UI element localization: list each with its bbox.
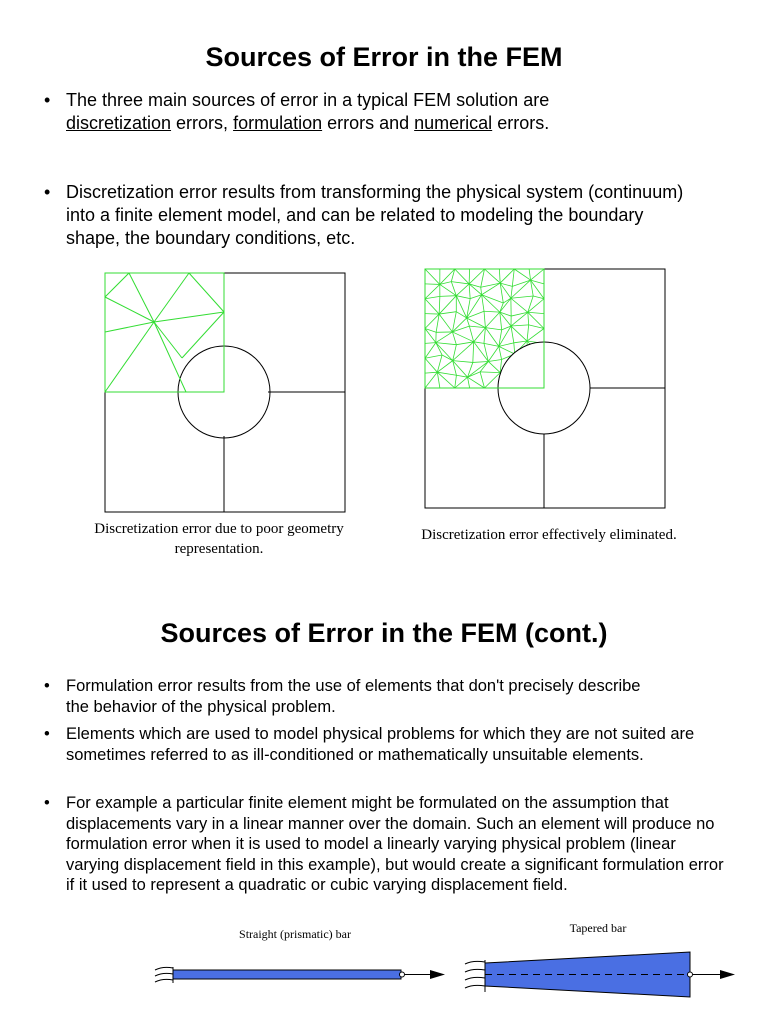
mesh-edge [473, 361, 488, 362]
mesh-edge [484, 311, 485, 327]
bullet-error-sources [44, 89, 724, 135]
mesh-edge [474, 342, 484, 344]
mesh-edge [488, 346, 499, 361]
mesh-edge [439, 312, 456, 314]
mesh-edge [425, 358, 437, 372]
tapered-bar-node [688, 972, 693, 977]
mesh-edge [425, 284, 440, 285]
mesh-edge [453, 361, 473, 363]
caption-fine-mesh: Discretization error effectively eliminated. [421, 527, 677, 543]
mesh-edge [455, 269, 469, 284]
mesh-edge [499, 346, 515, 354]
mesh-edge [529, 269, 530, 280]
mesh-edge [469, 269, 470, 284]
mesh-edge [436, 332, 453, 343]
mesh-edge [488, 360, 501, 362]
mesh-edge [488, 361, 500, 372]
mesh-edge [511, 286, 512, 298]
mesh-edge [528, 312, 544, 313]
mesh-edge [512, 280, 530, 286]
mesh-edge [436, 343, 457, 345]
mesh-edge [485, 312, 499, 328]
bullet-dot: • [44, 90, 51, 110]
bullet-text: Elements which are used to model physical problems for which they are not suited are sometimes referred to as ill-conditioned or mathematically unsuitable elements. [66, 725, 695, 764]
page-title: Sources of Error in the FEM [205, 42, 563, 72]
mesh-edge [485, 328, 498, 347]
mesh-edge [469, 326, 473, 342]
mesh-edge [474, 328, 486, 342]
mesh-edge [482, 295, 500, 312]
mesh-edge [439, 314, 452, 332]
straight-bar-support-icon [155, 967, 173, 983]
bar-figures [0, 920, 768, 1024]
mesh-edge [528, 312, 529, 325]
mesh-edge [500, 312, 502, 330]
bullet-text: The three main sources of error in a typical FEM solution are discretization errors, formulation errors and numerical errors. [66, 90, 550, 133]
mesh-edge [511, 280, 531, 298]
mesh-edge [440, 284, 456, 295]
mesh-edge [425, 372, 437, 388]
fine-mesh-figure [424, 268, 666, 510]
tapered-bar-label: Tapered bar [569, 921, 627, 935]
caption-coarse-mesh: Discretization error due to poor geometry representation. [94, 521, 344, 557]
mesh-edge [452, 332, 473, 342]
mesh-edge [499, 346, 502, 359]
bullet-example [44, 793, 724, 896]
mesh-edge [442, 355, 453, 361]
mesh-edge [527, 325, 529, 341]
tapered-bar-force-arrow-icon [693, 970, 735, 979]
straight-bar-label: Straight (prismatic) bar [239, 927, 351, 941]
mesh-edge [531, 269, 544, 280]
bullet-text: For example a particular finite element might be formulated on the assumption that displacements vary in a linear manner over the domain. Such an element will produce no formulation error when it is used to model a linearly varying physical problem (linear varying displacement field in this example), but would create a significant formulation error if it used to represent a quadratic or cubic varying displacement field. [66, 794, 724, 894]
tapered-bar-support-icon [465, 960, 485, 992]
mesh-edge [456, 296, 470, 299]
mesh-edge [425, 372, 437, 373]
mesh-edge [528, 312, 544, 328]
coarse-mesh-figure [104, 272, 346, 514]
bullet-formulation-error [44, 676, 724, 717]
mesh-edge [484, 311, 500, 312]
mesh-edge [425, 343, 436, 359]
straight-bar [173, 970, 401, 979]
mesh-edge [485, 269, 501, 283]
mesh-edge [527, 329, 544, 342]
term-numerical: numerical [414, 113, 493, 133]
mesh-edge [511, 298, 528, 312]
mesh-edge [439, 296, 456, 314]
term-formulation: formulation [233, 113, 323, 133]
page-title-cont: Sources of Error in the FEM (cont.) [160, 618, 608, 648]
mesh-edge [499, 269, 500, 283]
mesh-edge [425, 355, 442, 358]
bullet-discretization [44, 181, 684, 250]
mesh-edge [480, 372, 500, 373]
mesh-edge [451, 282, 469, 284]
bullet-dot: • [44, 794, 50, 812]
straight-bar-node [400, 972, 405, 977]
bullet-text: Discretization error results from transforming the physical system (continuum) into a finite element model, and can be related to modeling the boundary shape, the boundary conditions, etc. [66, 182, 684, 248]
mesh-edge [514, 269, 530, 280]
mesh-edge [473, 342, 474, 363]
term-discretization: discretization [66, 113, 172, 133]
mesh-edge [512, 269, 514, 286]
mesh-edge [500, 283, 503, 303]
mesh-edge [455, 375, 457, 388]
mesh-edge [500, 303, 503, 312]
bullet-dot: • [44, 725, 50, 743]
mesh-edge [425, 299, 439, 314]
mesh-edge [482, 295, 504, 303]
mesh-edge [425, 269, 440, 284]
mesh-edge [500, 298, 511, 312]
bullet-dot: • [44, 677, 50, 695]
bullet-dot: • [44, 182, 51, 202]
mesh-edge [455, 377, 468, 388]
mesh-edge [485, 328, 501, 330]
mesh-edge [425, 343, 436, 344]
mesh-edge [468, 377, 470, 388]
mesh-edge [456, 284, 469, 296]
mesh-edge [500, 269, 514, 283]
mesh-edge [484, 328, 485, 344]
bullet-ill-conditioned [44, 724, 724, 765]
mesh-edge [439, 296, 440, 314]
mesh-edge [511, 325, 529, 326]
mesh-edge [469, 284, 470, 299]
mesh-edge [436, 343, 453, 361]
mesh-edge [511, 296, 533, 298]
straight-bar-force-arrow-icon [405, 970, 445, 979]
mesh-edge [503, 298, 511, 303]
bullet-text: Formulation error results from the use of elements that don't precisely describe the behavior of the physical problem. [66, 677, 641, 716]
mesh-edge [440, 296, 456, 297]
